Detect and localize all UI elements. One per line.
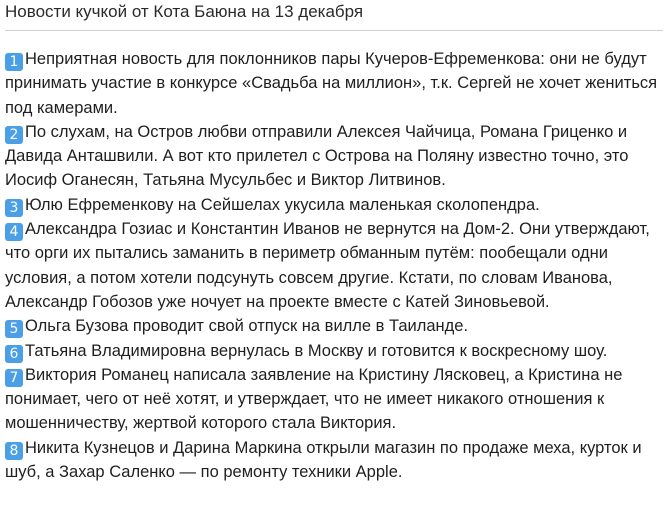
number-5-badge-icon: 5 [5, 320, 23, 338]
news-item-4 [5, 217, 667, 314]
news-item-6 [5, 339, 667, 363]
news-item-text: Юлю Ефременкову на Сейшелах укусила маленькая сколопендра. [25, 195, 540, 214]
number-4-badge-icon: 4 [5, 223, 23, 241]
number-2-badge-icon: 2 [5, 126, 23, 144]
number-6-badge-icon: 6 [5, 345, 23, 363]
news-item-text: Ольга Бузова проводит свой отпуск на вилле в Таиланде. [25, 317, 469, 336]
page-title: Новости кучкой от Кота Баюна на 13 декабря [5, 2, 364, 21]
news-item-text: Виктория Романец написала заявление на Кристину Лясковец, а Кристина не понимает, чего от неё хотят, и утверждает, что не имеет никакого отношения к мошенничеству, жертвой которого стала Виктория. [5, 365, 623, 433]
number-7-badge-icon: 7 [5, 369, 23, 387]
news-item-1 [5, 47, 667, 120]
news-list [5, 47, 667, 484]
news-item-5 [5, 314, 667, 338]
news-item-3 [5, 193, 667, 217]
title-divider [5, 30, 663, 31]
news-item-text: Неприятная новость для поклонников пары Кучеров-Ефременкова: они не будут принимать участие в конкурсе «Свадьба на миллион», т.к. Сергей не хочет жениться под камерами. [5, 50, 658, 117]
news-item-7 [5, 363, 667, 436]
news-item-text: Александра Гозиас и Константин Иванов не вернутся на Дом-2. Они утверждают, что орги их пытались заманить в периметр обманным путём: пообещали одни условия, а потом хотели подсунуть совсем другие. Кстати, по словам Иванова, Александр Гобозов уже ночует на проекте вместе с Катей Зиновьевой. [5, 220, 650, 311]
news-item-8 [5, 436, 667, 485]
news-item-2 [5, 120, 667, 193]
news-item-text: По слухам, на Остров любви отправили Алексея Чайчица, Романа Гриценко и Давида Анташвили. А вот кто прилетел с Острова на Поляну известно точно, это Иосиф Оганесян, Татьяна Мусульбес и Виктор Литвинов. [5, 122, 629, 190]
number-3-badge-icon: 3 [5, 199, 23, 217]
news-article [5, 0, 667, 484]
number-1-badge-icon: 1 [5, 53, 23, 71]
news-item-text: Татьяна Владимировна вернулась в Москву и готовится к воскресному шоу. [25, 341, 608, 360]
news-item-text: Никита Кузнецов и Дарина Маркина открыли магазин по продаже меха, курток и шуб, а Захар Саленко — по ремонту техники Apple. [5, 438, 642, 482]
number-8-badge-icon: 8 [5, 442, 23, 460]
